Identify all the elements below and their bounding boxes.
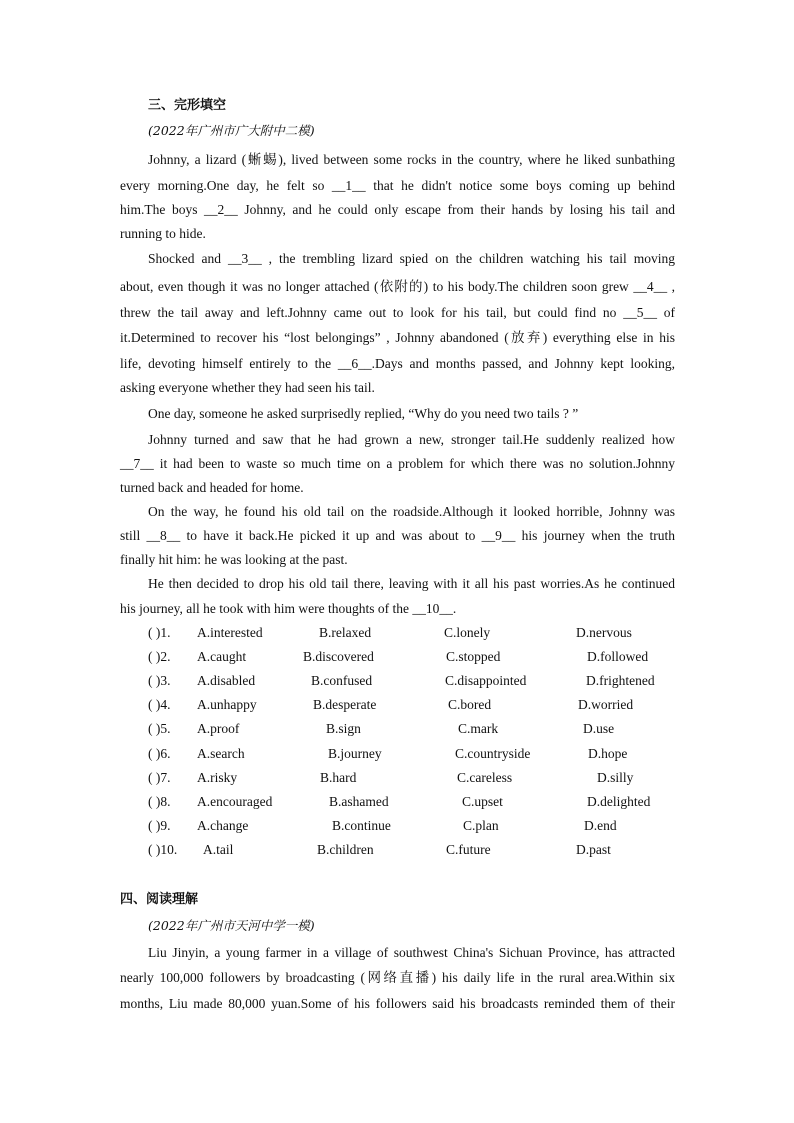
passage-line: Johnny turned and saw that he had grown a new, stronger tail.He suddenly realized how <box>148 432 675 447</box>
option-a: A.encouraged <box>197 794 273 809</box>
option-c: C.stopped <box>446 649 501 664</box>
passage-line: every morning.One day, he felt so __1__ that he didn't notice some boys coming up behind <box>120 178 675 193</box>
passage-line: finally hit him: he was looking at the past. <box>120 552 348 567</box>
option-c: C.bored <box>448 697 492 712</box>
passage-line: Shocked and __3__ , the trembling lizard spied on the children watching his tail moving <box>148 251 675 266</box>
passage-line: turned back and headed for home. <box>120 480 304 495</box>
passage-line: Liu Jinyin, a young farmer in a village of southwest China's Sichuan Province, has attracted <box>148 945 675 960</box>
option-c: C.mark <box>458 721 499 736</box>
passage-line: his journey, all he took with him were thoughts of the __10__. <box>120 601 457 616</box>
option-c: C.countryside <box>455 746 531 761</box>
option-a: A.caught <box>197 649 247 664</box>
passage-line: threw the tail away and left.Johnny came out to look for his tail, but could find no __5__ of <box>120 305 675 320</box>
option-d: D.followed <box>587 649 649 664</box>
option-d: D.silly <box>597 770 634 785</box>
option-d: D.worried <box>578 697 634 712</box>
passage-line: He then decided to drop his old tail there, leaving with it all his past worries.As he continued <box>148 576 675 591</box>
option-a: A.search <box>197 746 245 761</box>
option-b: B.ashamed <box>329 794 389 809</box>
option-a: A.change <box>197 818 249 833</box>
option-d: D.delighted <box>587 794 651 809</box>
passage-line: still __8__ to have it back.He picked it up and was about to __9__ his journey when the truth <box>120 528 675 543</box>
question-number: ( )8. <box>148 794 171 809</box>
option-c: C.plan <box>463 818 499 833</box>
option-d: D.use <box>583 721 615 736</box>
passage-line: months, Liu made 80,000 yuan.Some of his followers said his broadcasts reminded them of their <box>120 996 675 1011</box>
section-3-source: (2022年广州市广大附中二模) <box>148 123 315 138</box>
option-d: D.end <box>584 818 617 833</box>
option-a: A.disabled <box>197 673 256 688</box>
option-d: D.past <box>576 842 611 857</box>
option-c: C.careless <box>457 770 513 785</box>
passage-line: asking everyone whether they had seen his tail. <box>120 380 375 395</box>
passage-line: One day, someone he asked surprisedly replied, “Why do you need two tails ? ” <box>148 406 579 421</box>
option-a: A.tail <box>203 842 234 857</box>
question-number: ( )10. <box>148 842 178 857</box>
option-a: A.interested <box>197 625 263 640</box>
passage-line: running to hide. <box>120 226 206 241</box>
passage-line: him.The boys __2__ Johnny, and he could only escape from their hands by losing his tail and <box>120 202 675 217</box>
option-d: D.frightened <box>586 673 655 688</box>
option-b: B.hard <box>320 770 357 785</box>
option-d: D.hope <box>588 746 628 761</box>
passage-line: On the way, he found his old tail on the roadside.Although it looked horrible, Johnny was <box>148 504 675 519</box>
section-4-heading: 四、阅读理解 <box>120 892 199 907</box>
passage-line: about, even though it was no longer attached (依附的) to his body.The children soon grew __4__ , <box>120 279 675 294</box>
option-b: B.journey <box>328 746 382 761</box>
option-c: C.upset <box>462 794 503 809</box>
option-c: C.future <box>446 842 491 857</box>
passage-line: Johnny, a lizard (蜥蜴), lived between some rocks in the country, where he liked sunbathing <box>148 152 675 167</box>
question-number: ( )6. <box>148 746 171 761</box>
option-b: B.desperate <box>313 697 377 712</box>
passage-line: __7__ it had been to waste so much time on a problem for which there was no solution.Johnny <box>120 456 675 471</box>
question-number: ( )3. <box>148 673 171 688</box>
option-b: B.discovered <box>303 649 374 664</box>
option-d: D.nervous <box>576 625 632 640</box>
option-b: B.relaxed <box>319 625 372 640</box>
question-number: ( )9. <box>148 818 171 833</box>
option-c: C.lonely <box>444 625 491 640</box>
question-number: ( )4. <box>148 697 171 712</box>
question-number: ( )2. <box>148 649 171 664</box>
option-a: A.proof <box>197 721 240 736</box>
option-a: A.unhappy <box>197 697 257 712</box>
passage-line: it.Determined to recover his “lost belongings” , Johnny abandoned (放弃) everything else in his <box>120 330 675 345</box>
option-c: C.disappointed <box>445 673 527 688</box>
option-b: B.continue <box>332 818 391 833</box>
question-number: ( )7. <box>148 770 171 785</box>
section-4-source: (2022年广州市天河中学一模) <box>148 918 315 933</box>
option-b: B.children <box>317 842 374 857</box>
question-number: ( )1. <box>148 625 171 640</box>
passage-line: life, devoting himself entirely to the __6__.Days and months passed, and Johnny kept looking, <box>120 356 675 371</box>
option-b: B.sign <box>326 721 361 736</box>
passage-line: nearly 100,000 followers by broadcasting (网络直播) his daily life in the rural area.Within six <box>120 970 675 985</box>
question-number: ( )5. <box>148 721 171 736</box>
option-b: B.confused <box>311 673 373 688</box>
option-a: A.risky <box>197 770 238 785</box>
section-3-heading: 三、完形填空 <box>148 98 227 113</box>
